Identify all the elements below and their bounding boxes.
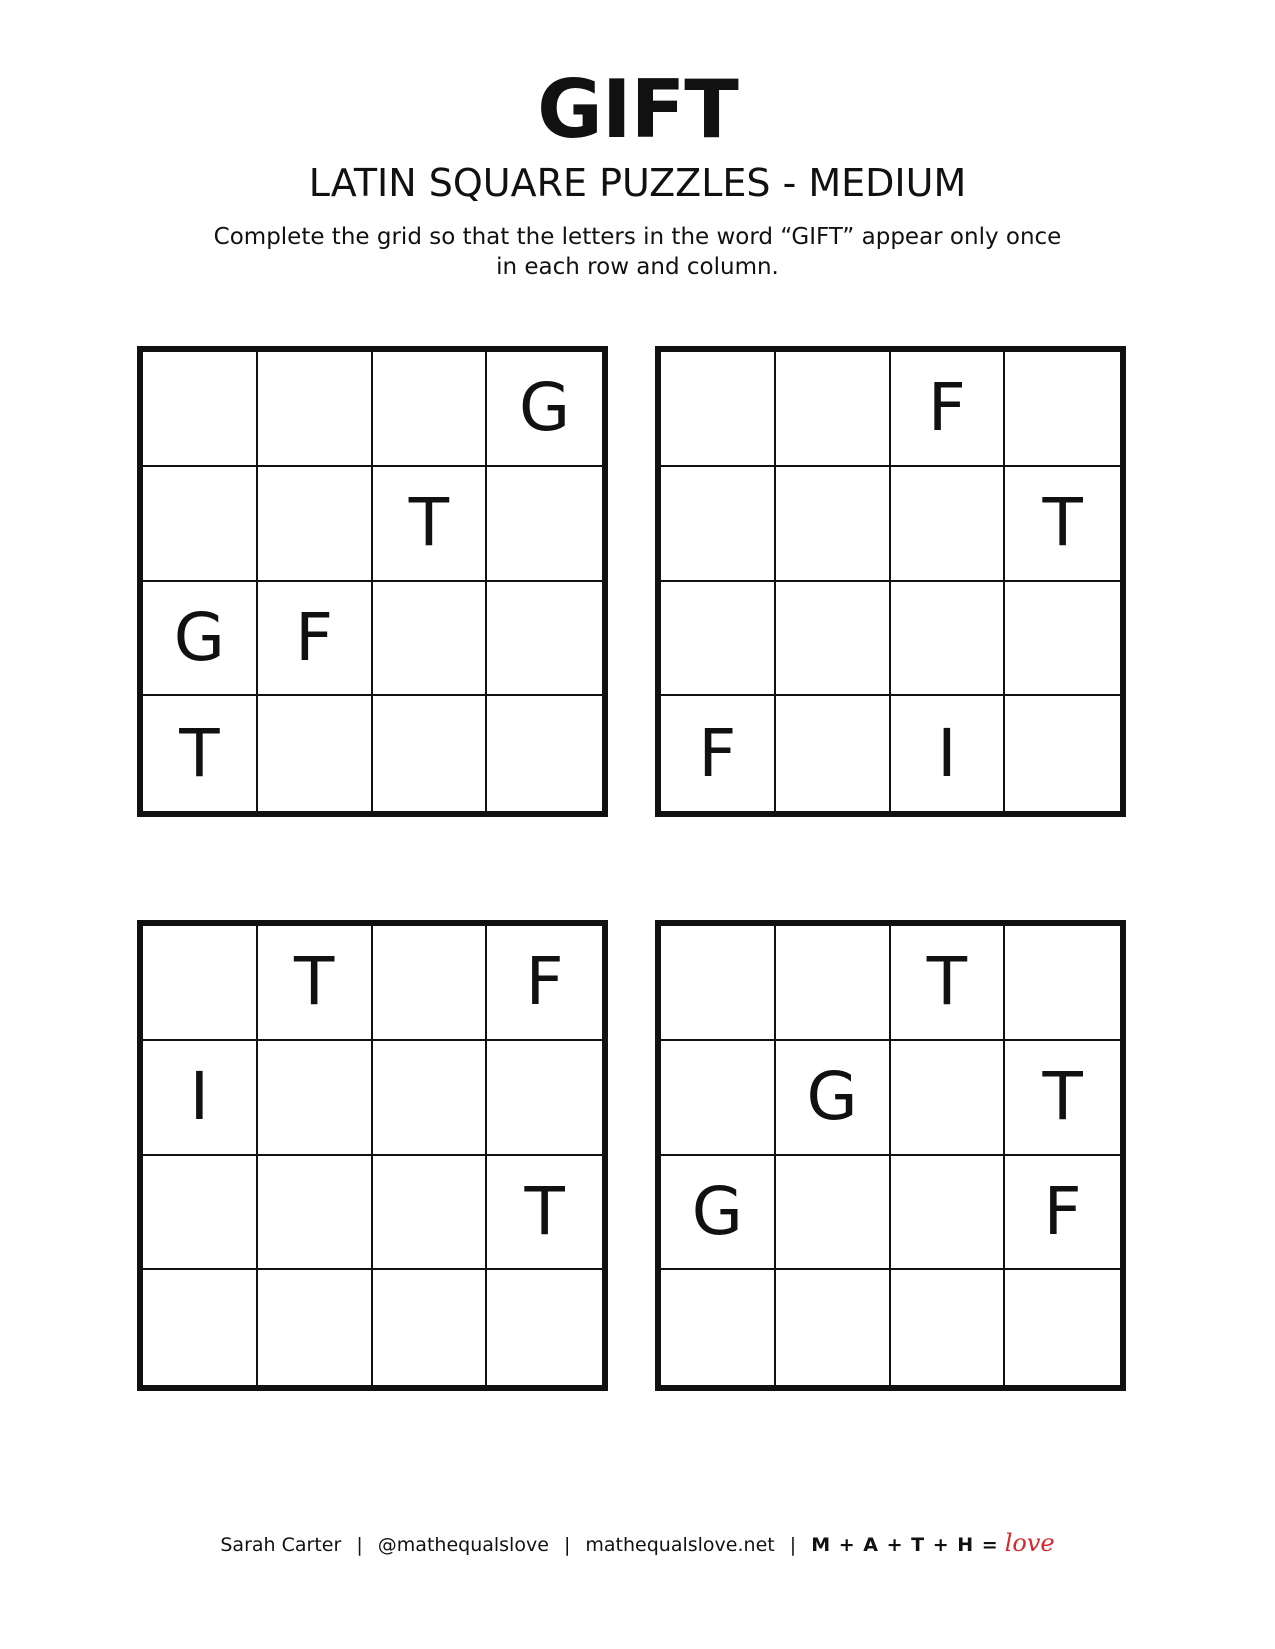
grid-cell[interactable]: T [891,926,1006,1041]
grid-cell[interactable]: F [661,696,776,811]
grid-cell[interactable] [373,1156,488,1271]
puzzle-grid-3 [137,920,608,1391]
grid-cell[interactable]: I [891,696,1006,811]
grid-cell[interactable] [776,1156,891,1271]
grid-cell[interactable] [776,926,891,1041]
grid-cell[interactable]: T [1005,1041,1120,1156]
grid-cell[interactable] [776,582,891,697]
grid-cell[interactable] [776,1270,891,1385]
grid-cell[interactable] [143,926,258,1041]
grid-cell[interactable] [258,1270,373,1385]
grid-cell[interactable]: F [1005,1156,1120,1271]
grid-cell[interactable]: F [891,352,1006,467]
footer-handle: @mathequalslove [377,1534,549,1556]
page-subtitle: LATIN SQUARE PUZZLES - MEDIUM [308,161,967,205]
grid-cell[interactable] [891,1156,1006,1271]
grid-cell[interactable] [487,582,602,697]
grid-cell[interactable]: G [661,1156,776,1271]
grid-cell[interactable] [143,1156,258,1271]
grid-cell[interactable]: I [143,1041,258,1156]
page-title: GIFT [537,63,738,156]
grid-cell[interactable] [373,352,488,467]
grid-cell[interactable]: G [776,1041,891,1156]
grid-cell[interactable] [258,1156,373,1271]
footer-separator: | [356,1534,363,1556]
grid-cell[interactable] [776,352,891,467]
puzzle-grid-2 [655,346,1126,817]
grid-cell[interactable] [258,1041,373,1156]
grid-cell[interactable] [661,467,776,582]
footer-brand-love: love [1004,1529,1055,1557]
grid-cell[interactable] [487,696,602,811]
grid-cell[interactable] [891,467,1006,582]
puzzle-grid-4 [655,920,1126,1391]
grid-cell[interactable] [776,696,891,811]
grid-cell[interactable] [1005,696,1120,811]
grid-cell[interactable] [373,1270,488,1385]
grid-cell[interactable] [891,582,1006,697]
grid-cell[interactable] [1005,582,1120,697]
grid-cell[interactable]: T [143,696,258,811]
grid-cell[interactable] [661,582,776,697]
grid-cell[interactable] [258,467,373,582]
grid-cell[interactable] [258,696,373,811]
grid-cell[interactable]: G [143,582,258,697]
footer-website: mathequalslove.net [585,1534,775,1556]
puzzle-grid-1 [137,346,608,817]
instructions-line-1: Complete the grid so that the letters in the word “GIFT” appear only once [213,224,1062,250]
grid-cell[interactable] [1005,926,1120,1041]
grid-cell[interactable]: F [487,926,602,1041]
instructions [150,222,1125,282]
grid-cell[interactable] [487,1270,602,1385]
grid-cell[interactable] [776,467,891,582]
footer-separator: | [789,1534,797,1556]
grid-cell[interactable]: T [1005,467,1120,582]
grid-cell[interactable] [487,467,602,582]
grid-cell[interactable]: G [487,352,602,467]
grid-cell[interactable]: T [487,1156,602,1271]
grid-cell[interactable] [373,1041,488,1156]
footer [0,1528,1275,1560]
grid-cell[interactable] [143,467,258,582]
instructions-line-2: in each row and column. [496,254,779,280]
grid-cell[interactable] [373,696,488,811]
grid-cell[interactable] [661,926,776,1041]
grid-cell[interactable]: F [258,582,373,697]
footer-brand: M + A + T + H = [811,1534,999,1556]
grid-cell[interactable]: T [258,926,373,1041]
grid-cell[interactable] [891,1041,1006,1156]
grid-cell[interactable] [373,926,488,1041]
grid-cell[interactable] [143,1270,258,1385]
grid-cell[interactable] [891,1270,1006,1385]
grid-cell[interactable] [661,1270,776,1385]
grid-cell[interactable] [258,352,373,467]
footer-author: Sarah Carter [220,1534,342,1556]
grid-cell[interactable] [661,1041,776,1156]
grid-cell[interactable] [1005,1270,1120,1385]
grid-cell[interactable]: T [373,467,488,582]
grid-cell[interactable] [661,352,776,467]
grid-cell[interactable] [487,1041,602,1156]
grid-cell[interactable] [1005,352,1120,467]
grid-cell[interactable] [143,352,258,467]
footer-separator: | [563,1534,571,1556]
grid-cell[interactable] [373,582,488,697]
